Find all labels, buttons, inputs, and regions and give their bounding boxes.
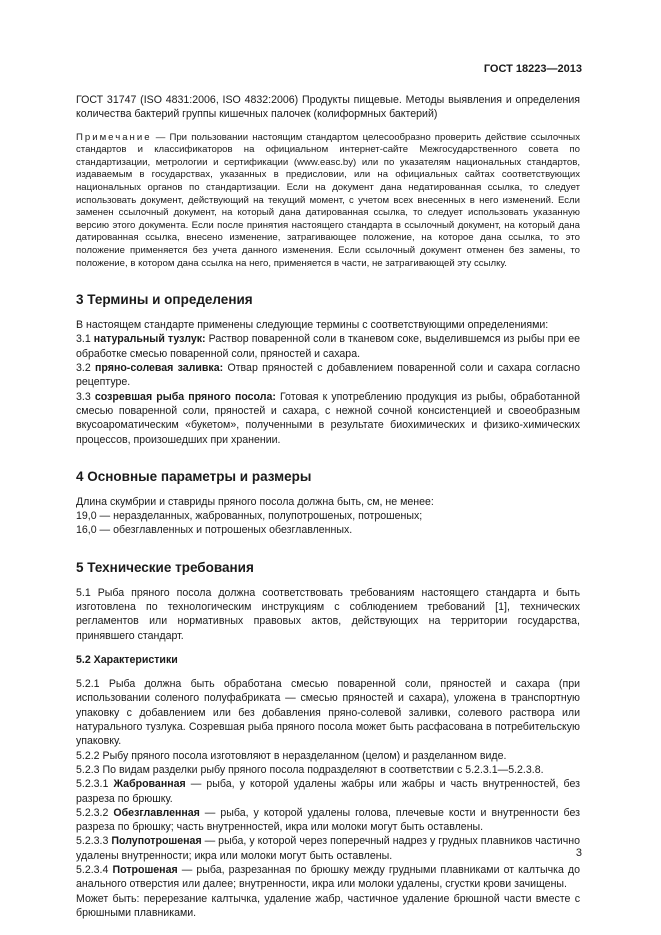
cut-definition: — рыба, у которой через поперечный надрез у грудных плавников частично удалены внутренности; икра или молоки могут быть оставлены. (76, 835, 580, 862)
cut-type-5-2-3-2 (76, 806, 580, 835)
term-3-1 (76, 332, 580, 361)
cut-number: 5.2.3.4 (76, 864, 109, 877)
term-number: 3.1 (76, 333, 91, 346)
note-label: Примечание (76, 131, 152, 143)
section-4-line: 19,0 — неразделанных, жаброванных, полупотрошеных, потрошеных; (76, 510, 423, 523)
term-definition: Раствор поваренной соли в тканевом соке, выделившемся из рыбы при ее обработке смесью поваренной соли, пряностей и сахара. (76, 333, 580, 360)
paragraph-5-1: 5.1 Рыба пряного посола должна соответствовать требованиям настоящего стандарта и быть изготовлена по технологическим инструкциям с соблюдением требований [1], технических регламентов или нормативных правовых актов, действующих на территории государства, принявшего стандарт. (76, 586, 580, 642)
cut-type-5-2-3-3 (76, 834, 580, 863)
term-3-3 (76, 390, 580, 447)
paragraph-5-2-2: 5.2.2 Рыбу пряного посола изготовляют в неразделанном (целом) и разделанном виде. (76, 749, 507, 762)
cut-name: Потрошеная (112, 864, 178, 877)
section-4-title: 4 Основные параметры и размеры (76, 468, 312, 484)
document-header: ГОСТ 18223—2013 (483, 63, 582, 75)
cut-definition: — рыба, разрезанная по брюшку между грудными плавниками от калтычка до анального отверстия или далее; внутренности, икра или молоки удалены, сгустки крови зачищены. (76, 864, 580, 891)
term-number: 3.3 (76, 390, 91, 403)
cut-name: Полупотрошеная (111, 835, 202, 848)
reference-entry: ГОСТ 31747 (ISO 4831:2006, ISO 4832:2006) Продукты пищевые. Методы выявления и определения количества бактерий группы кишечных палочек (колиформных бактерий) (76, 94, 580, 121)
section-4-line: Длина скумбрии и ставриды пряного посола должна быть, см, не менее: (76, 495, 434, 508)
cut-name: Обезглавленная (113, 806, 200, 819)
term-name: пряно-солевая заливка: (95, 362, 224, 375)
cut-number: 5.2.3.1 (76, 778, 109, 791)
term-definition: Отвар пряностей с добавлением поваренной соли и сахара согласно рецептуре. (76, 362, 580, 389)
subsection-5-2-title: 5.2 Характеристики (76, 653, 178, 666)
paragraph-5-2-3: 5.2.3 По видам разделки рыбу пряного посола подразделяют в соответствии с 5.2.3.1—5.2.3.8. (76, 763, 544, 776)
cut-number: 5.2.3.3 (76, 835, 109, 848)
cut-definition: — рыба, у которой удалены голова, плечевые кости и внутренности без разреза по брюшку; часть внутренностей, икра или молоки могут быть оставлены. (76, 806, 580, 834)
cut-type-5-2-3-1 (76, 777, 580, 806)
section-4-line: 16,0 — обезглавленных и потрошеных обезглавленных. (76, 524, 353, 537)
section-5-title: 5 Технические требования (76, 559, 254, 575)
section-3-title: 3 Термины и определения (76, 292, 253, 308)
cut-name: Жаброванная (113, 778, 186, 791)
section-3-intro: В настоящем стандарте применены следующие термины с соответствующими определениями: (76, 319, 549, 332)
note-text: — При пользовании настоящим стандартом целесообразно проверить действие ссылочных стандартов и классификаторов на официальном интернет-сайте Межгосударственного совета по стандартизации, метрологии и сертификации (www.easc.by) или по указателям национальных стандартов, издаваемым в государствах, указанных в предисловии, или на официальных сайтах соответствующих национальных органов по стандартизации. Если на документ дана недатированная ссылка, то следует использовать документ, действующий на текущий момент, с учетом всех внесенных в него изменений. Если заменен ссылочный документ, на который дана датированная ссылка, то следует использовать указанную версию этого документа. Если после принятия настоящего стандарта в ссылочный документ, на который дана датированная ссылка, внесено изменение, затрагивающее положение, на которое дана ссылка, то это положение применяется без учета данного изменения. Если ссылочный документ отменен без замены, то положение, в котором дана ссылка на него, применяется в части, не затрагивающей эту ссылку. (76, 131, 580, 269)
term-name: натуральный тузлук: (93, 333, 206, 346)
term-3-2 (76, 361, 580, 390)
term-number: 3.2 (76, 362, 91, 375)
paragraph-final: Может быть: перерезание калтычка, удаление жабр, частичное удаление брюшной части вместе с брюшными плавниками. (76, 892, 580, 919)
cut-type-5-2-3-4 (76, 863, 580, 892)
term-definition: Готовая к употреблению продукция из рыбы, обработанной смесью поваренной соли, пряностей и сахара, с нежной сочной консистенцией и своеобразным вкусоароматическим «букетом», полученными в результате биохимических и физико-химических процессов, произошедших при хранении. (76, 390, 580, 446)
paragraph-5-2-1: 5.2.1 Рыба должна быть обработана смесью поваренной соли, пряностей и сахара (при использовании соленого полуфабриката — смесью пряностей и сахара), уложена в транспортную упаковку с добавлением или без добавления пряно-солевой заливки, солевого раствора или натурального тузлука. Созревшая рыба пряного посола может быть расфасована в потребительскую упаковку. (76, 678, 580, 748)
term-name: созревшая рыба пряного посола: (94, 390, 276, 403)
cut-definition: — рыба, у которой удалены жабры или жабры и часть внутренностей, без разреза по брюшку. (76, 778, 580, 805)
cut-number: 5.2.3.2 (76, 806, 109, 819)
document-body (76, 93, 580, 920)
note-paragraph (76, 132, 580, 271)
page-number: 3 (575, 847, 582, 859)
